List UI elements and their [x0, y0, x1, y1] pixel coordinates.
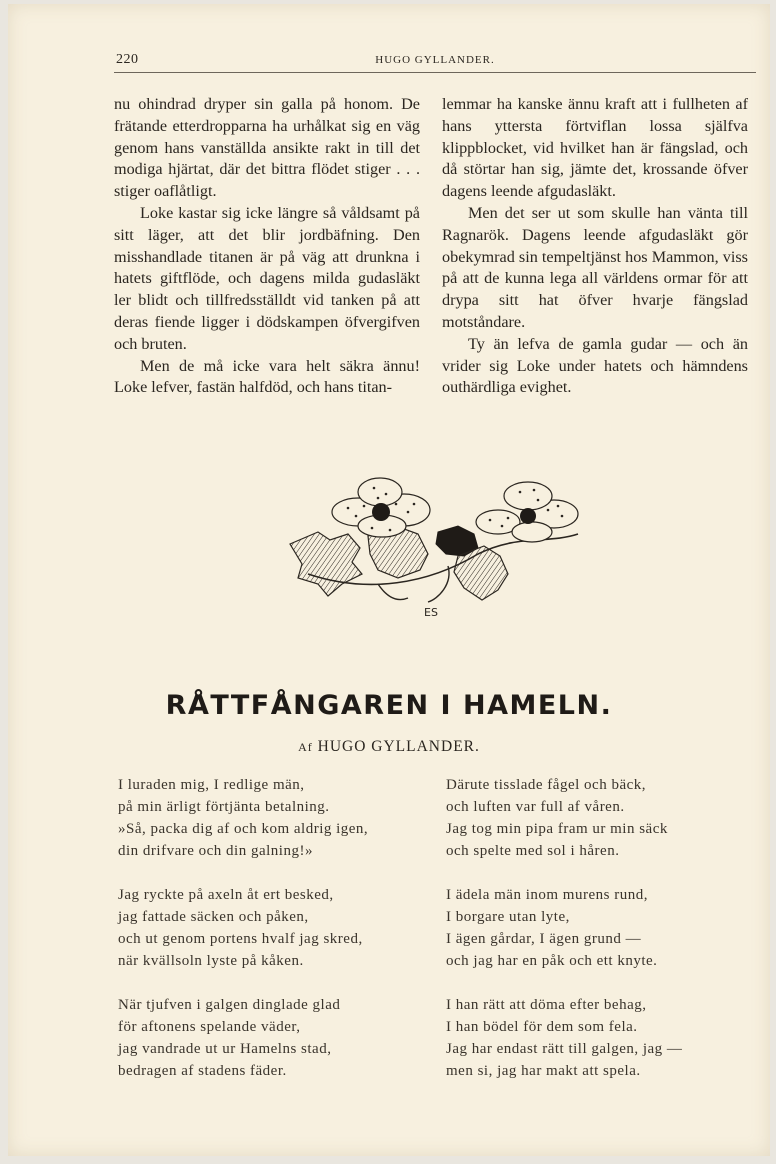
- verse-line: och ut genom portens hvalf jag skred,: [118, 931, 363, 947]
- poem-left-column: [118, 774, 418, 1104]
- book-page: [8, 4, 770, 1156]
- flower-vignette-illustration: [278, 474, 598, 624]
- leaf: [454, 546, 508, 600]
- verse-line: I ägen gårdar, I ägen grund —: [446, 931, 642, 947]
- paragraph: Men de må icke vara helt säkra ännu! Loke lefver, fastän halfdöd, och hans titan-: [114, 356, 420, 397]
- leaf: [290, 532, 362, 596]
- verse-line: och jag har en påk och ett knyte.: [446, 953, 658, 969]
- byline-author: HUGO GYLLANDER.: [317, 738, 480, 755]
- poem-byline: [8, 738, 770, 756]
- page-number: 220: [116, 52, 139, 67]
- verse-line: men si, jag har makt att spela.: [446, 1063, 641, 1079]
- verse-line: jag fattade säcken och påken,: [118, 909, 309, 925]
- stanza: [446, 994, 746, 1082]
- paragraph: Ty än lefva de gamla gudar — och än vrider sig Loke under hatets och hämndens outhärdliga evighet.: [442, 334, 748, 397]
- paragraph: Men det ser ut som skulle han vänta till Ragnarök. Dagens leende afgudasläkt gör obekymrad sin tempeltjänst hos Mammon, viss på att de kunna lega all världens ormar för att drypa sitt hat öfver hvarje fängslad motståndare.: [442, 203, 748, 331]
- stanza: [118, 774, 418, 862]
- verse-line: I ädela män inom murens rund,: [446, 887, 648, 903]
- paragraph: Loke kastar sig icke längre så våldsamt på sitt läger, att det blir jordbäfning. Den misshandlade titanen är på väg att drunkna i hatets giftflöde, och dagens milda gudasläkt ler blidt och tillfredsställdt vid tanken på att deras fiende ligger i dödskampen öfvergifven och bruten.: [114, 203, 420, 353]
- verse-line: Jag tog min pipa fram ur min säck: [446, 821, 668, 837]
- verse-line: Jag ryckte på axeln åt ert besked,: [118, 887, 334, 903]
- article-left-column: [114, 94, 420, 399]
- paragraph: lemmar ha kanske ännu kraft att i fullheten af hans yttersta förtviflan lossa själfva klippblocket, vid hvilket han är fängslad, och då störtar han sig, jämte det, krossande öfver dagens leende afgudasläkt.: [442, 95, 748, 201]
- flower: [332, 478, 430, 537]
- poem-title: RÅTTFÅNGAREN I HAMELN.: [165, 690, 613, 721]
- verse-line: »Så, packa dig af och kom aldrig igen,: [118, 821, 369, 837]
- verse-line: I han bödel för dem som fela.: [446, 1019, 638, 1035]
- verse-line: när kvällsoln lyste på kåken.: [118, 953, 304, 969]
- running-head: [114, 50, 756, 73]
- verse-line: bedragen af stadens fäder.: [118, 1063, 287, 1079]
- article-right-column: [442, 94, 748, 399]
- verse-line: Jag har endast rätt till galgen, jag —: [446, 1041, 683, 1057]
- stanza: [118, 884, 418, 972]
- illustrator-monogram: ES: [424, 606, 438, 619]
- flower: [476, 482, 578, 542]
- verse-line: och luften var full af våren.: [446, 799, 625, 815]
- verse-line: på min ärligt förtjänta betalning.: [118, 799, 330, 815]
- byline-prefix: Af: [298, 740, 313, 754]
- verse-line: Därute tisslade fågel och bäck,: [446, 777, 647, 793]
- stanza: [446, 884, 746, 972]
- poem-right-column: [446, 774, 746, 1104]
- verse-line: din drifvare och din galning!»: [118, 843, 313, 859]
- stanza: [118, 994, 418, 1082]
- verse-line: för aftonens spelande väder,: [118, 1019, 301, 1035]
- verse-line: I luraden mig, I redlige män,: [118, 777, 305, 793]
- verse-line: jag vandrade ut ur Hamelns stad,: [118, 1041, 332, 1057]
- verse-line: I han rätt att döma efter behag,: [446, 997, 647, 1013]
- paragraph: nu ohindrad dryper sin galla på honom. De frätande etterdropparna ha urhålkat sig en väg genom hans vanställda ansikte rakt in till det modiga hjärtat, där det bittra flödet stiger . . . stiger oaflåtligt.: [114, 95, 420, 201]
- running-title: HUGO GYLLANDER.: [375, 54, 495, 66]
- verse-line: I borgare utan lyte,: [446, 909, 570, 925]
- stanza: [446, 774, 746, 862]
- verse-line: och spelte med sol i håren.: [446, 843, 620, 859]
- verse-line: När tjufven i galgen dinglade glad: [118, 997, 341, 1013]
